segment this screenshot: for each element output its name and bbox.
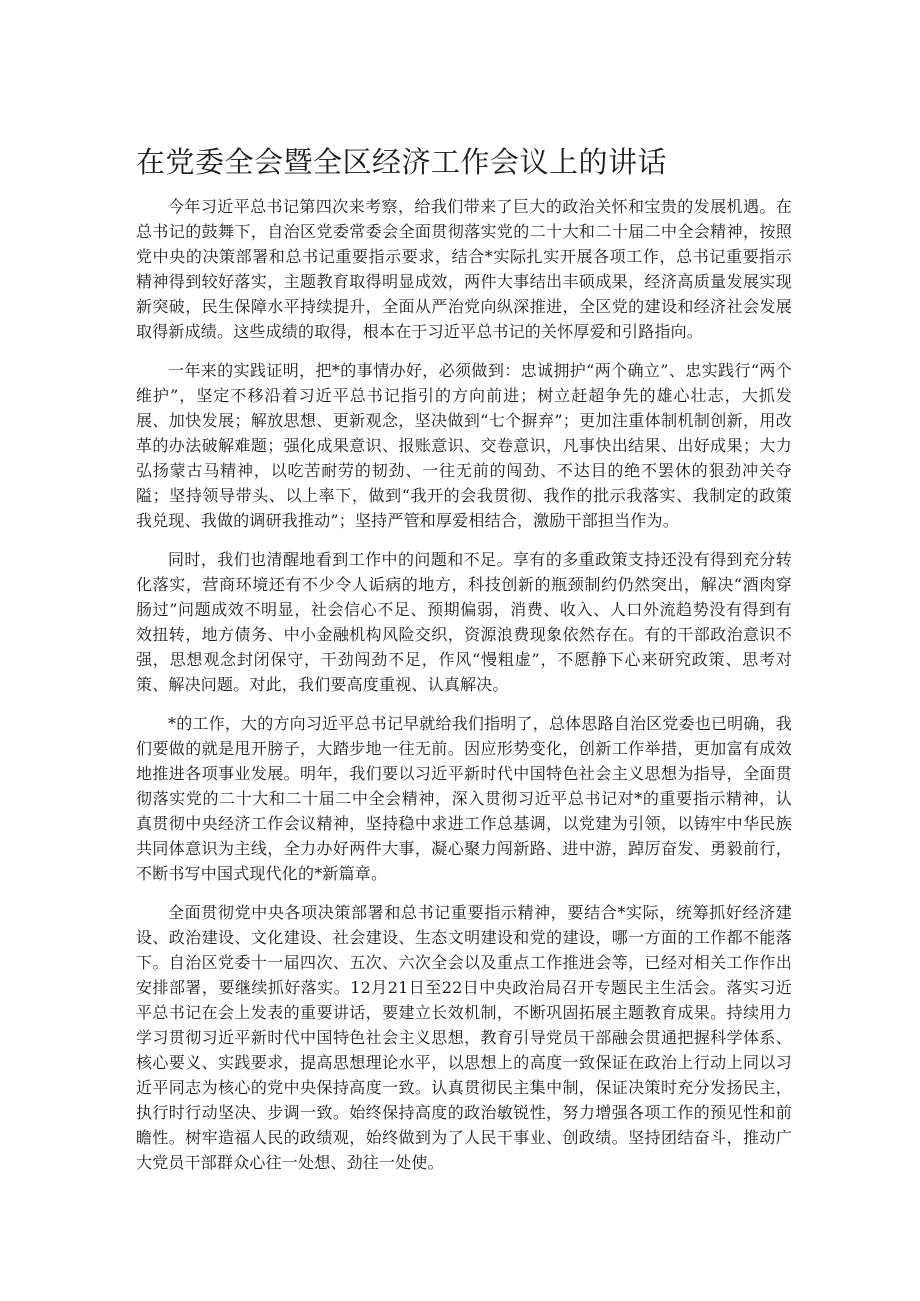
paragraph-5: 全面贯彻党中央各项决策部署和总书记重要指示精神，要结合*实际，统筹抓好经济建设、政治建设、文化建设、社会建设、生态文明建设和党的建设，哪一方面的工作都不能落下。自治区党委十一届四次、五次、六次全会以及重点工作推进会等，已经对相关工作作出安排部署，要继续抓好落实。12月21日至22日中央政治局召开专题民主生活会。落实习近平总书记在会上发表的重要讲话，要建立长效机制，不断巩固拓展主题教育成果。持续用力学习贯彻习近平新时代中国特色社会主义思想，教育引导党员干部融会贯通把握科学体系、核心要义、实践要求，提高思想理论水平，以思想上的高度一致保证在政治上行动上同以习近平同志为核心的党中央保持高度一致。认真贯彻民主集中制，保证决策时充分发扬民主，执行时行动坚决、步调一致。始终保持高度的政治敏锐性，努力增强各项工作的预见性和前瞻性。树牢造福人民的政绩观，始终做到为了人民干事业、创政绩。坚持团结奋斗，推动广大党员干部群众心往一处想、劲往一处使。 (136, 903, 792, 1172)
document-title: 在党委全会暨全区经济工作会议上的讲话 (136, 145, 668, 179)
document-page (136, 142, 792, 1189)
paragraph-3: 同时，我们也清醒地看到工作中的问题和不足。享有的多重政策支持还没有得到充分转化落实，营商环境还有不少令人诟病的地方，科技创新的瓶颈制约仍然突出，解决“酒肉穿肠过”问题成效不明显，社会信心不足、预期偏弱，消费、收入、人口外流趋势没有得到有效扭转，地方债务、中小金融机构风险交织，资源浪费现象依然存在。有的干部政治意识不强，思想观念封闭保守，干劲闯劲不足，作风“慢粗虚”，不愿静下心来研究政策、思考对策、解决问题。对此，我们要高度重视、认真解决。 (136, 550, 792, 694)
paragraph-4: *的工作，大的方向习近平总书记早就给我们指明了，总体思路自治区党委也已明确，我们要做的就是甩开膀子，大踏步地一往无前。因应形势变化，创新工作举措，更加富有成效地推进各项事业发展。明年，我们要以习近平新时代中国特色社会主义思想为指导，全面贯彻落实党的二十大和二十届二中全会精神，深入贯彻习近平总书记对*的重要指示精神，认真贯彻中央经济工作会议精神，坚持稳中求进工作总基调，以党建为引领，以铸牢中华民族共同体意识为主线，全力办好两件大事，凝心聚力闯新路、进中游，踔厉奋发、勇毅前行，不断书写中国式现代化的*新篇章。 (136, 714, 792, 883)
paragraph-2: 一年来的实践证明，把*的事情办好，必须做到：忠诚拥护“两个确立”、忠实践行“两个维护”，坚定不移沿着习近平总书记指引的方向前进；树立赶超争先的雄心壮志，大抓发展、加快发展；解放思想、更新观念，坚决做到“七个摒弃”；更加注重体制机制创新，用改革的办法破解难题；强化成果意识、报账意识、交卷意识，凡事快出结果、出好成果；大力弘扬蒙古马精神，以吃苦耐劳的韧劲、一往无前的闯劲、不达目的绝不罢休的狠劲冲关夺隘；坚持领导带头、以上率下，做到“我开的会我贯彻、我作的批示我落实、我制定的政策我兑现、我做的调研我推动”；坚持严管和厚爱相结合，激励干部担当作为。 (136, 361, 792, 530)
paragraph-1: 今年习近平总书记第四次来考察，给我们带来了巨大的政治关怀和宝贵的发展机遇。在总书记的鼓舞下，自治区党委常委会全面贯彻落实党的二十大和二十届二中全会精神，按照党中央的决策部署和总书记重要指示要求，结合*实际扎实开展各项工作，总书记重要指示精神得到较好落实，主题教育取得明显成效，两件大事结出丰硕成果，经济高质量发展实现新突破，民生保障水平持续提升，全面从严治党向纵深推进，全区党的建设和经济社会发展取得新成绩。这些成绩的取得，根本在于习近平总书记的关怀厚爱和引路指向。 (136, 197, 792, 341)
